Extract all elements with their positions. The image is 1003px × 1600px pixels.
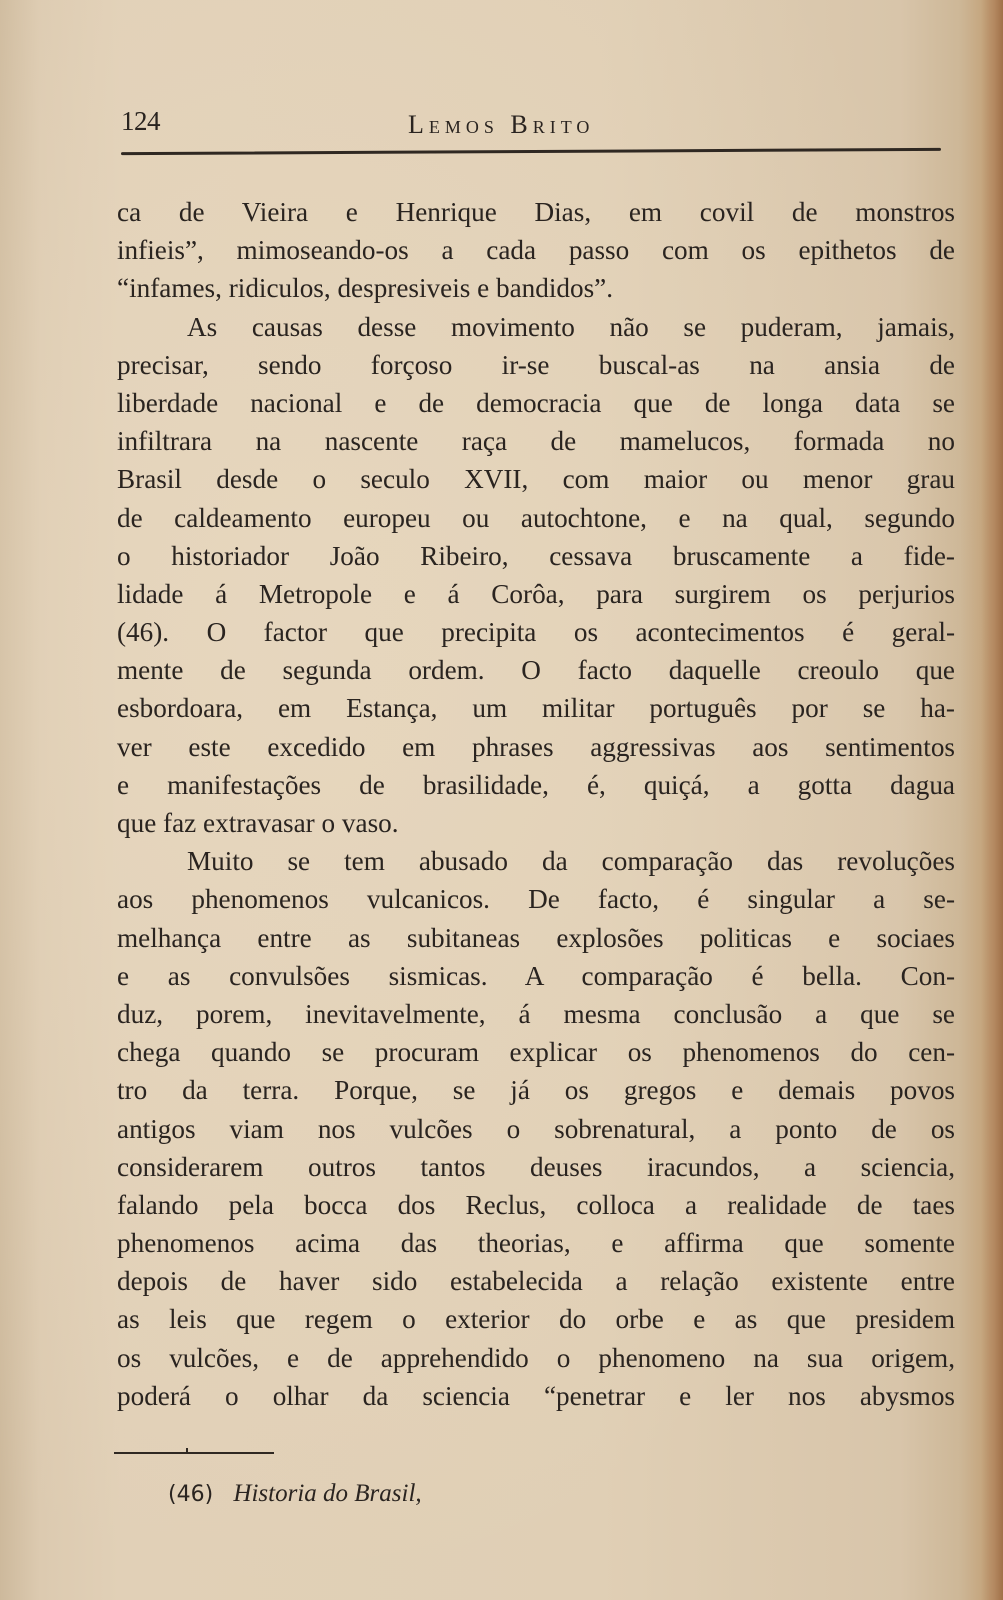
- text-line: os vulcões, e de apprehendido o phenomeno na sua origem,: [117, 1342, 955, 1373]
- text-line: As causas desse movimento não se puderam, jamais,: [187, 311, 955, 342]
- text-line: que faz extravasar o vaso.: [117, 808, 399, 838]
- text-line: falando pela bocca dos Reclus, colloca a realidade de taes: [117, 1189, 955, 1220]
- text-line: depois de haver sido estabelecida a relação existente entre: [117, 1266, 955, 1297]
- text-line: liberdade nacional e de democracia que de longa data se: [117, 387, 955, 418]
- text-line: lidade á Metropole e á Corôa, para surgirem os perjurios: [117, 578, 955, 609]
- text-line: antigos viam nos vulcões o sobrenatural, a ponto de os: [117, 1113, 955, 1144]
- text-line: as leis que regem o exterior do orbe e as que presidem: [117, 1304, 955, 1335]
- text-line: infiltrara na nascente raça de mamelucos, formada no: [117, 426, 955, 457]
- text-line: mente de segunda ordem. O facto daquelle creoulo que: [117, 655, 955, 686]
- text-line: duz, porem, inevitavelmente, á mesma conclusão a que se: [117, 998, 955, 1029]
- text-line: precisar, sendo forçoso ir-se buscal-as na ansia de: [117, 349, 955, 380]
- text-line: tro da terra. Porque, se já os gregos e demais povos: [117, 1075, 955, 1106]
- body-text: [117, 193, 955, 1415]
- footnote: [168, 1480, 422, 1508]
- text-line: infieis”, mimoseando-os a cada passo com os epithetos de: [117, 235, 955, 266]
- text-line: poderá o olhar da sciencia “penetrar e ler nos abysmos: [117, 1380, 955, 1411]
- text-line: Brasil desde o seculo XVII, com maior ou menor grau: [117, 464, 955, 495]
- footnote-number: (46): [168, 1482, 214, 1507]
- running-title: Lemos Brito: [408, 110, 595, 139]
- footnote-title: Historia do Brasil,: [233, 1480, 422, 1507]
- text-line: de caldeamento europeu ou autochtone, e na qual, segundo: [117, 502, 955, 533]
- footnote-rule: [114, 1452, 274, 1454]
- page-edge: [981, 0, 1003, 1600]
- text-line: ca de Vieira e Henrique Dias, em covil de monstros: [117, 197, 955, 227]
- text-line: melhança entre as subitaneas explosões politicas e sociaes: [117, 922, 955, 953]
- text-line: aos phenomenos vulcanicos. De facto, é singular a se-: [117, 884, 955, 915]
- text-line: e manifestações de brasilidade, é, quiçá, a gotta dagua: [117, 769, 955, 800]
- text-line: o historiador João Ribeiro, cessava bruscamente a fide-: [117, 540, 955, 571]
- running-header: [121, 100, 951, 150]
- footnote-rule-tick: [186, 1448, 188, 1453]
- page-number: 124: [121, 106, 160, 136]
- text-line: chega quando se procuram explicar os phenomenos do cen-: [117, 1037, 955, 1068]
- text-line: (46). O factor que precipita os acontecimentos é geral-: [117, 617, 955, 648]
- text-line: esbordoara, em Estança, um militar português por se ha-: [117, 693, 955, 724]
- text-line: Muito se tem abusado da comparação das revoluções: [187, 846, 955, 877]
- text-line: considerarem outros tantos deuses iracundos, a sciencia,: [117, 1151, 955, 1182]
- text-line: “infames, ridiculos, despresiveis e bandidos”.: [117, 273, 614, 304]
- text-line: e as convulsões sismicas. A comparação é bella. Con-: [117, 960, 955, 991]
- text-line: phenomenos acima das theorias, e affirma que somente: [117, 1228, 955, 1259]
- text-line: ver este excedido em phrases aggressivas aos sentimentos: [117, 731, 955, 762]
